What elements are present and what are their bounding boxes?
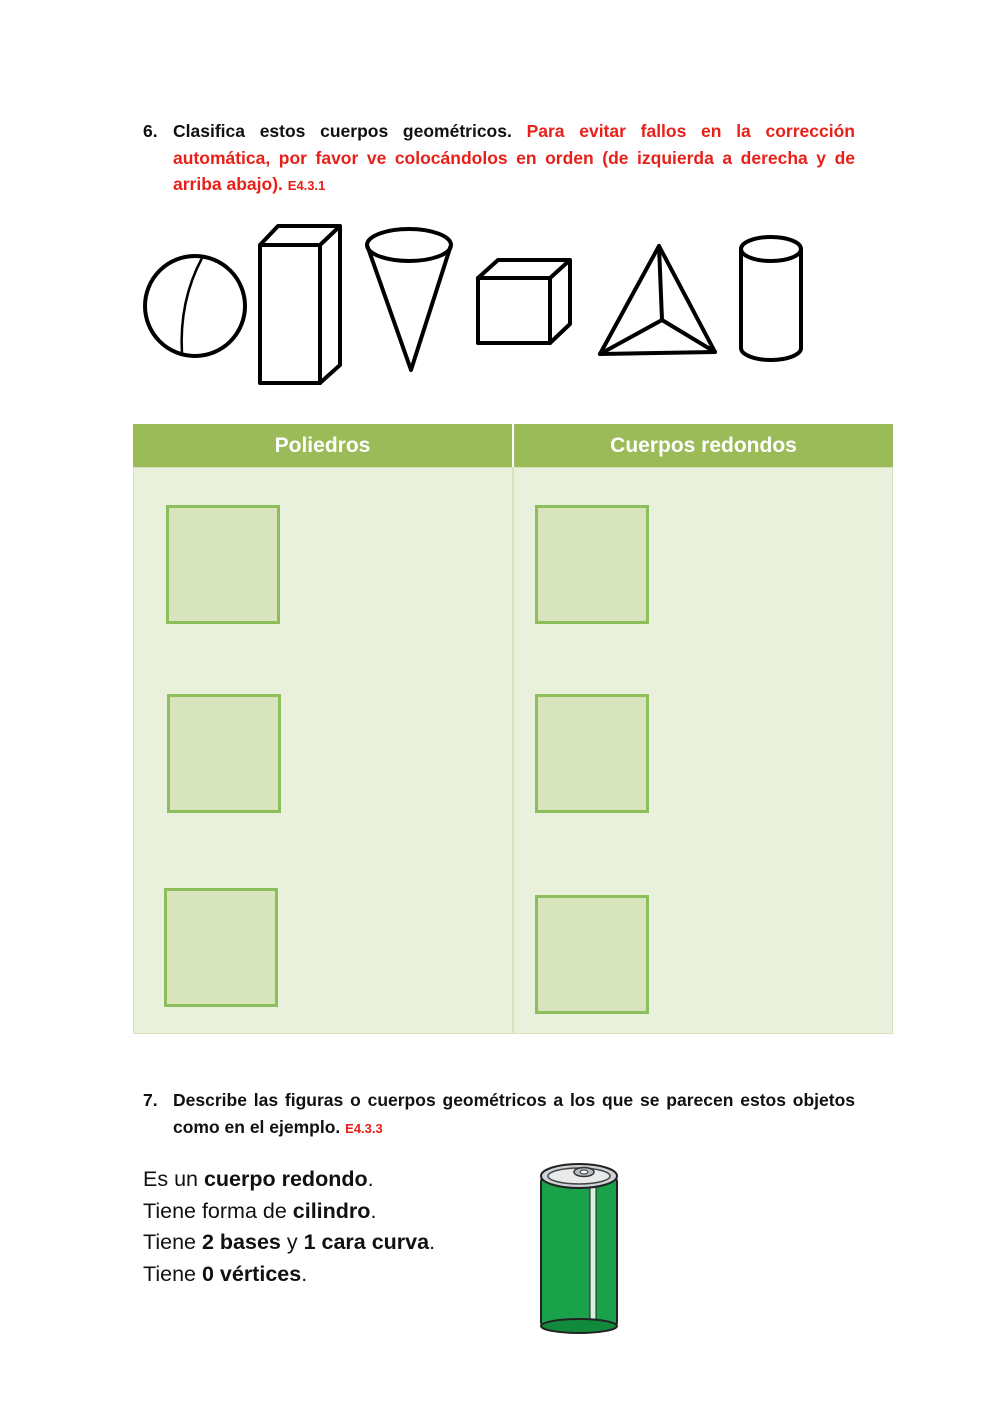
drop-slot-redondos-3[interactable] [535, 895, 649, 1014]
question-number: 7. [143, 1090, 158, 1110]
example-line-3: Tiene 2 bases y 1 cara curva. [143, 1230, 436, 1254]
example-line-1: Es un cuerpo redondo. [143, 1167, 374, 1191]
example-description [143, 1164, 435, 1290]
column-cuerpos-redondos [513, 467, 893, 1034]
question-code: E4.3.1 [287, 178, 326, 193]
green-can-icon [530, 1158, 630, 1338]
cylinder-icon [741, 237, 801, 360]
triangular-pyramid-icon [600, 246, 715, 354]
rectangular-prism-tall-icon [260, 226, 340, 383]
shapes-row [140, 220, 810, 390]
question-warning: Para evitar fallos en la corrección automática, por favor ve colocándolos en orden (de izquierda a derecha y de arriba abajo). [173, 121, 855, 194]
drop-slot-poliedros-1[interactable] [166, 505, 280, 624]
drop-slot-redondos-2[interactable] [535, 694, 649, 813]
example-line-2: Tiene forma de cilindro. [143, 1198, 377, 1223]
question-6 [143, 118, 855, 200]
cube-icon [478, 260, 570, 343]
question-7 [143, 1087, 855, 1142]
header-poliedros: Poliedros [133, 424, 512, 467]
drop-slot-poliedros-2[interactable] [167, 694, 281, 813]
classification-table [133, 424, 893, 1034]
sphere-icon [145, 256, 245, 356]
question-number: 6. [143, 121, 158, 141]
question-text: Clasifica estos cuerpos geométricos. [173, 121, 512, 141]
drop-slot-redondos-1[interactable] [535, 505, 649, 624]
header-cuerpos-redondos: Cuerpos redondos [514, 424, 893, 467]
drop-slot-poliedros-3[interactable] [164, 888, 278, 1007]
question-text: Describe las figuras o cuerpos geométricos a los que se parecen estos objetos como en el ejemplo. [173, 1090, 855, 1137]
column-poliedros [133, 467, 513, 1034]
question-code: E4.3.3 [345, 1120, 383, 1136]
cone-icon [367, 229, 451, 370]
example-line-4: Tiene 0 vértices. [143, 1261, 308, 1286]
